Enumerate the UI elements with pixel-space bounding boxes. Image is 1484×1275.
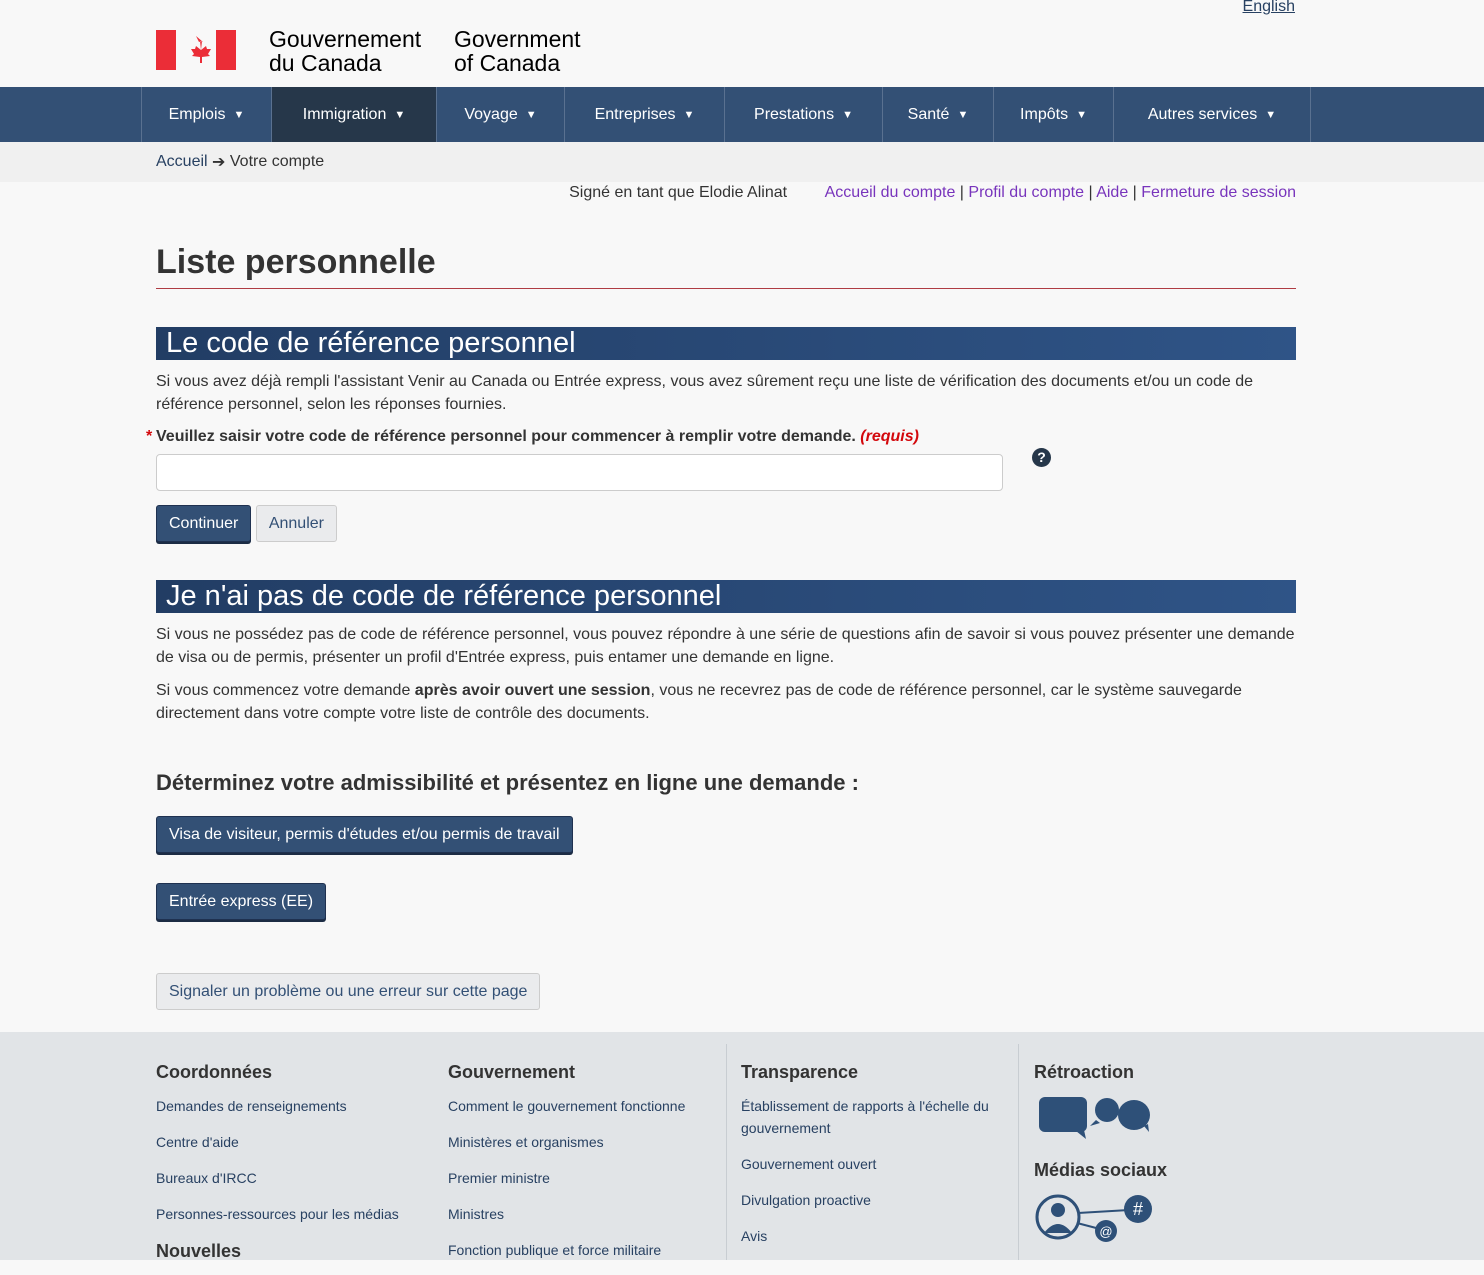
svg-text:@: @ bbox=[1099, 1224, 1113, 1239]
nav-item-5[interactable]: Santé ▼ bbox=[882, 87, 993, 142]
site-header bbox=[0, 0, 1484, 87]
field-label: * Veuillez saisir votre code de référence personnel pour commencer à remplir votre demande. (requis) bbox=[146, 428, 919, 445]
footer-link[interactable]: Ministères et organismes bbox=[448, 1134, 604, 1150]
section-text: Si vous ne possédez pas de code de référence personnel, vous pouvez répondre à une série de questions afin de savoir si vous pouvez présenter une demande de visa ou de permis, présenter un profil d'Entrée express, puis entamer une demande en ligne. bbox=[156, 626, 1295, 666]
nav-item-3[interactable]: Entreprises ▼ bbox=[564, 87, 724, 142]
footer-link[interactable]: Divulgation proactive bbox=[741, 1192, 871, 1208]
feedback-chat-icon[interactable] bbox=[1034, 1095, 1154, 1139]
nav-item-0[interactable]: Emplois ▼ bbox=[141, 87, 271, 142]
gov-name-fr: Gouvernement du Canada bbox=[269, 26, 422, 76]
account-bar: Signé en tant que Elodie Alinat Accueil du compte | Profil du compte | Aide | Fermeture de session bbox=[569, 184, 1296, 201]
help-link[interactable]: Aide bbox=[1096, 184, 1129, 201]
chevron-down-icon: ▼ bbox=[842, 108, 853, 121]
nav-item-7[interactable]: Autres services ▼ bbox=[1113, 87, 1311, 142]
language-toggle-link[interactable]: English bbox=[1242, 0, 1295, 15]
chevron-down-icon: ▼ bbox=[1265, 108, 1277, 121]
footer-link[interactable]: Établissement de rapports à l'échelle du gouvernement bbox=[741, 1098, 989, 1136]
footer-link[interactable]: Personnes-ressources pour les médias bbox=[156, 1206, 399, 1222]
footer-link[interactable]: Avis bbox=[741, 1228, 768, 1244]
footer-col-2: Transparence Établissement de rapports à l'échelle du gouvernement Gouvernement ouvert Divulgation proactive Avis bbox=[741, 1062, 1031, 1261]
section-heading: Je n'ai pas de code de référence personnel bbox=[156, 580, 1296, 613]
page-title: Liste personnelle bbox=[156, 243, 1296, 289]
nav-item-2[interactable]: Voyage ▼ bbox=[436, 87, 564, 142]
footer-col-0: Coordonnées Demandes de renseignements Centre d'aide Bureaux d'IRCC Personnes-ressources pour les médias Nouvelles bbox=[156, 1062, 446, 1274]
signed-in-text: Signé en tant que Elodie Alinat bbox=[569, 184, 788, 201]
chevron-down-icon: ▼ bbox=[957, 108, 969, 121]
gov-name-en: Government of Canada bbox=[454, 26, 581, 76]
account-profile-link[interactable]: Profil du compte bbox=[968, 184, 1085, 201]
chevron-down-icon: ▼ bbox=[233, 108, 245, 121]
footer-link[interactable]: Demandes de renseignements bbox=[156, 1098, 347, 1114]
subheading: Déterminez votre admissibilité et présentez en ligne une demande : bbox=[156, 770, 859, 795]
breadcrumb bbox=[0, 142, 1484, 182]
nav-item-1[interactable]: Immigration ▼ bbox=[271, 87, 436, 142]
section-text: Si vous commencez votre demande après avoir ouvert une session, vous ne recevrez pas de code de référence personnel, car le système sauvegarde directement dans votre compte votre liste de contrôle des documents. bbox=[156, 682, 1242, 722]
reference-code-input[interactable] bbox=[156, 454, 1003, 491]
footer-link[interactable]: Centre d'aide bbox=[156, 1134, 239, 1150]
main-menu bbox=[0, 87, 1484, 142]
footer bbox=[0, 1032, 1484, 1260]
nav-item-6[interactable]: Impôts ▼ bbox=[993, 87, 1113, 142]
section-heading: Le code de référence personnel bbox=[156, 327, 1296, 360]
chevron-down-icon: ▼ bbox=[394, 108, 406, 121]
express-entry-button[interactable]: Entrée express (EE) bbox=[156, 883, 326, 920]
breadcrumb-current: Votre compte bbox=[229, 153, 325, 170]
continue-button[interactable]: Continuer bbox=[156, 505, 251, 542]
cancel-button[interactable]: Annuler bbox=[256, 505, 337, 542]
nav-item-4[interactable]: Prestations ▼ bbox=[724, 87, 882, 142]
footer-link[interactable]: Premier ministre bbox=[448, 1170, 550, 1186]
footer-link[interactable]: Fonction publique et force militaire bbox=[448, 1242, 662, 1258]
footer-link[interactable]: Ministres bbox=[448, 1206, 505, 1222]
chevron-down-icon: ▼ bbox=[683, 108, 695, 121]
social-media-icon[interactable] bbox=[1034, 1193, 1164, 1243]
footer-link[interactable]: Comment le gouvernement fonctionne bbox=[448, 1098, 686, 1114]
section-text: Si vous avez déjà rempli l'assistant Venir au Canada ou Entrée express, vous avez sûrement reçu une liste de vérification des documents et/ou un code de référence personnel, selon les réponses fournies. bbox=[156, 373, 1254, 413]
breadcrumb-home[interactable]: Accueil bbox=[156, 153, 208, 170]
logout-link[interactable]: Fermeture de session bbox=[1141, 184, 1296, 201]
chevron-down-icon: ▼ bbox=[1076, 108, 1087, 121]
visa-permit-button[interactable]: Visa de visiteur, permis d'études et/ou permis de travail bbox=[156, 816, 573, 853]
canada-flag-logo[interactable] bbox=[156, 30, 236, 70]
svg-text:#: # bbox=[1132, 1199, 1144, 1219]
footer-link[interactable]: Gouvernement ouvert bbox=[741, 1156, 877, 1172]
footer-feedback: Rétroaction Médias sociaux # @ bbox=[1034, 1062, 1324, 1246]
help-question-icon[interactable]: ? bbox=[1032, 448, 1051, 467]
footer-col-1: Gouvernement Comment le gouvernement fonctionne Ministères et organismes Premier ministre Ministres Fonction publique et force militaire bbox=[448, 1062, 738, 1275]
arrow-right-icon: ➔ bbox=[212, 154, 226, 171]
report-problem-button[interactable]: Signaler un problème ou une erreur sur cette page bbox=[156, 973, 540, 1010]
footer-link[interactable]: Bureaux d'IRCC bbox=[156, 1170, 257, 1186]
chevron-down-icon: ▼ bbox=[525, 108, 537, 121]
account-home-link[interactable]: Accueil du compte bbox=[824, 184, 956, 201]
main-content bbox=[146, 243, 1296, 1010]
